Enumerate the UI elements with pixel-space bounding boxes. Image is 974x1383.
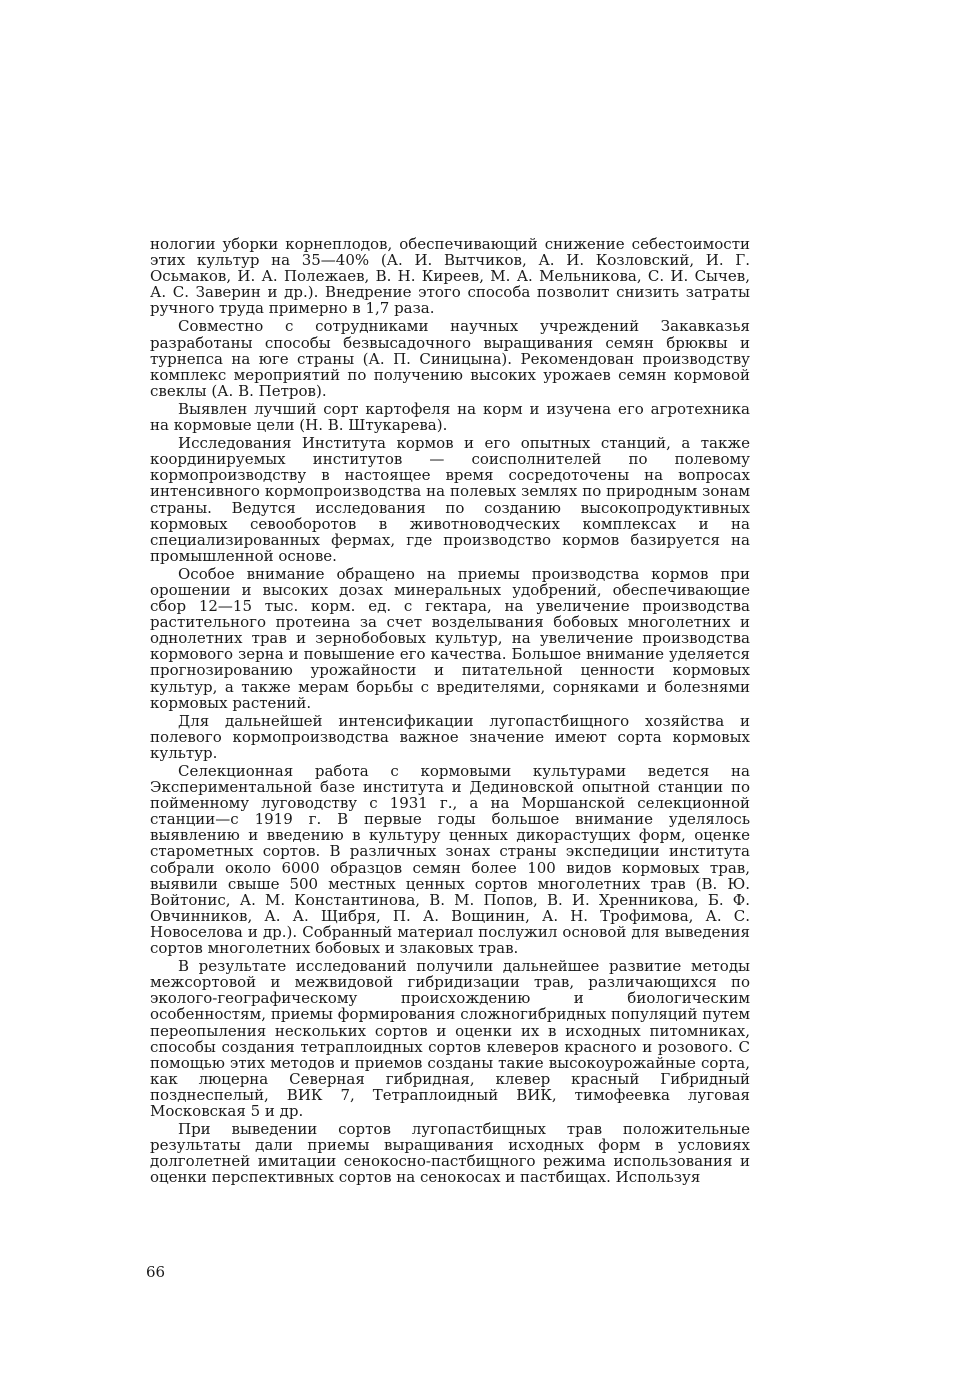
paragraph-selection-work: Селекционная работа с кормовыми культурами ведется на Экспериментальной базе института и Дединовской опытной станции по пойменному луговодству с 1931 г., а на Моршанской селекционной станции—с 1919 г. В первые годы большое внимание уделялось выявлению и введению в культуру ценных дикорастущих форм, оценке старометных сортов. В различных зонах страны экспедиции института собрали около 6000 образцов семян более 100 видов кормовых трав, выявили свыше 500 местных ценных сортов многолетних трав (В. Ю. Войтонис, А. М. Константинова, В. М. Попов, В. И. Хренникова, Б. Ф. Овчинников, А. А. Щибря, П. А. Вощинин, А. Н. Трофимова, А. С. Новоселова и др.). Собранный материал послужил основой для выведения сортов многолетних бобовых и злаковых трав. — [150, 762, 750, 958]
paragraph-potato-variety: Выявлен лучший сорт картофеля на корм и изучена его агротехника на кормовые цели (Н. В. Штукарева). — [150, 399, 750, 435]
paragraph-intensification: Для дальнейшей интенсификации лугопастбищного хозяйства и полевого кормопроизводства важное значение имеют сорта кормовых культур. — [150, 711, 750, 762]
paragraph-special-attention: Особое внимание обращено на приемы производства кормов при орошении и высоких дозах минеральных удобрений, обеспечивающие сбор 12—15 тыс. корм. ед. с гектара, на увеличение производства растительного протеина за счет возделывания бобовых многолетних и однолетних трав и зернобобовых культур, на увеличение производства кормового зерна и повышение его качества. Большое внимание уделяется прогнозированию урожайности и питательной ценности кормовых культур, а также мерам борьбы с вредителями, сорняками и болезнями кормовых растений. — [150, 564, 750, 712]
page-number: 66 — [146, 1263, 166, 1281]
paragraph-institute-research: Исследования Института кормов и его опытных станций, а также координируемых институтов — соисполнителей по полевому кормопроизводству в настоящее время сосредоточены на вопросах интенсивного кормопроизводства на полевых землях по природным зонам страны. Ведутся исследования по созданию высокопродуктивных кормовых севооборотов в животноводческих комплексах и на специализированных фермах, где производство кормов базируется на промышленной основе. — [150, 434, 750, 565]
body-text — [150, 236, 750, 1187]
paragraph-breeding-results: При выведении сортов лугопастбищных трав положительные результаты дали приемы выращивания исходных форм в условиях долголетней имитации сенокосно-пастбищного режима использования и оценки перспективных сортов на сенокосах и пастбищах. Используя — [150, 1120, 750, 1187]
paragraph-transcaucasia-seeds: Совместно с сотрудниками научных учреждений Закавказья разработаны способы безвысадочного выращивания семян брюквы и турнепса на юге страны (А. П. Синицына). Рекомендован производству комплекс мероприятий по получению высоких урожаев семян кормовой свеклы (А. В. Петров). — [150, 317, 750, 400]
paragraph-hybridization: В результате исследований получили дальнейшее развитие методы межсортовой и межвидовой гибридизации трав, различающихся по эколого-географическому происхождению и биологическим особенностям, приемы формирования сложногибридных популяций путем переопыления нескольких сортов и оценки их в исходных питомниках, способы создания тетраплоидных сортов клеверов красного и розового. С помощью этих методов и приемов созданы такие высокоурожайные сорта, как люцерна Северная гибридная, клевер красный Гибридный позднеспелый, ВИК 7, Тетраплоидный ВИК, тимофеевка луговая Московская 5 и др. — [150, 957, 750, 1120]
paragraph-root-crop-harvest: нологии уборки корнеплодов, обеспечивающий снижение себестоимости этих культур на 35—40% (А. И. Вытчиков, А. И. Козловский, И. Г. Осьмаков, И. А. Полежаев, В. Н. Киреев, М. А. Мельникова, С. И. Сычев, А. С. Заверин и др.). Внедрение этого способа позволит снизить затраты ручного труда примерно в 1,7 раза. — [150, 235, 750, 318]
